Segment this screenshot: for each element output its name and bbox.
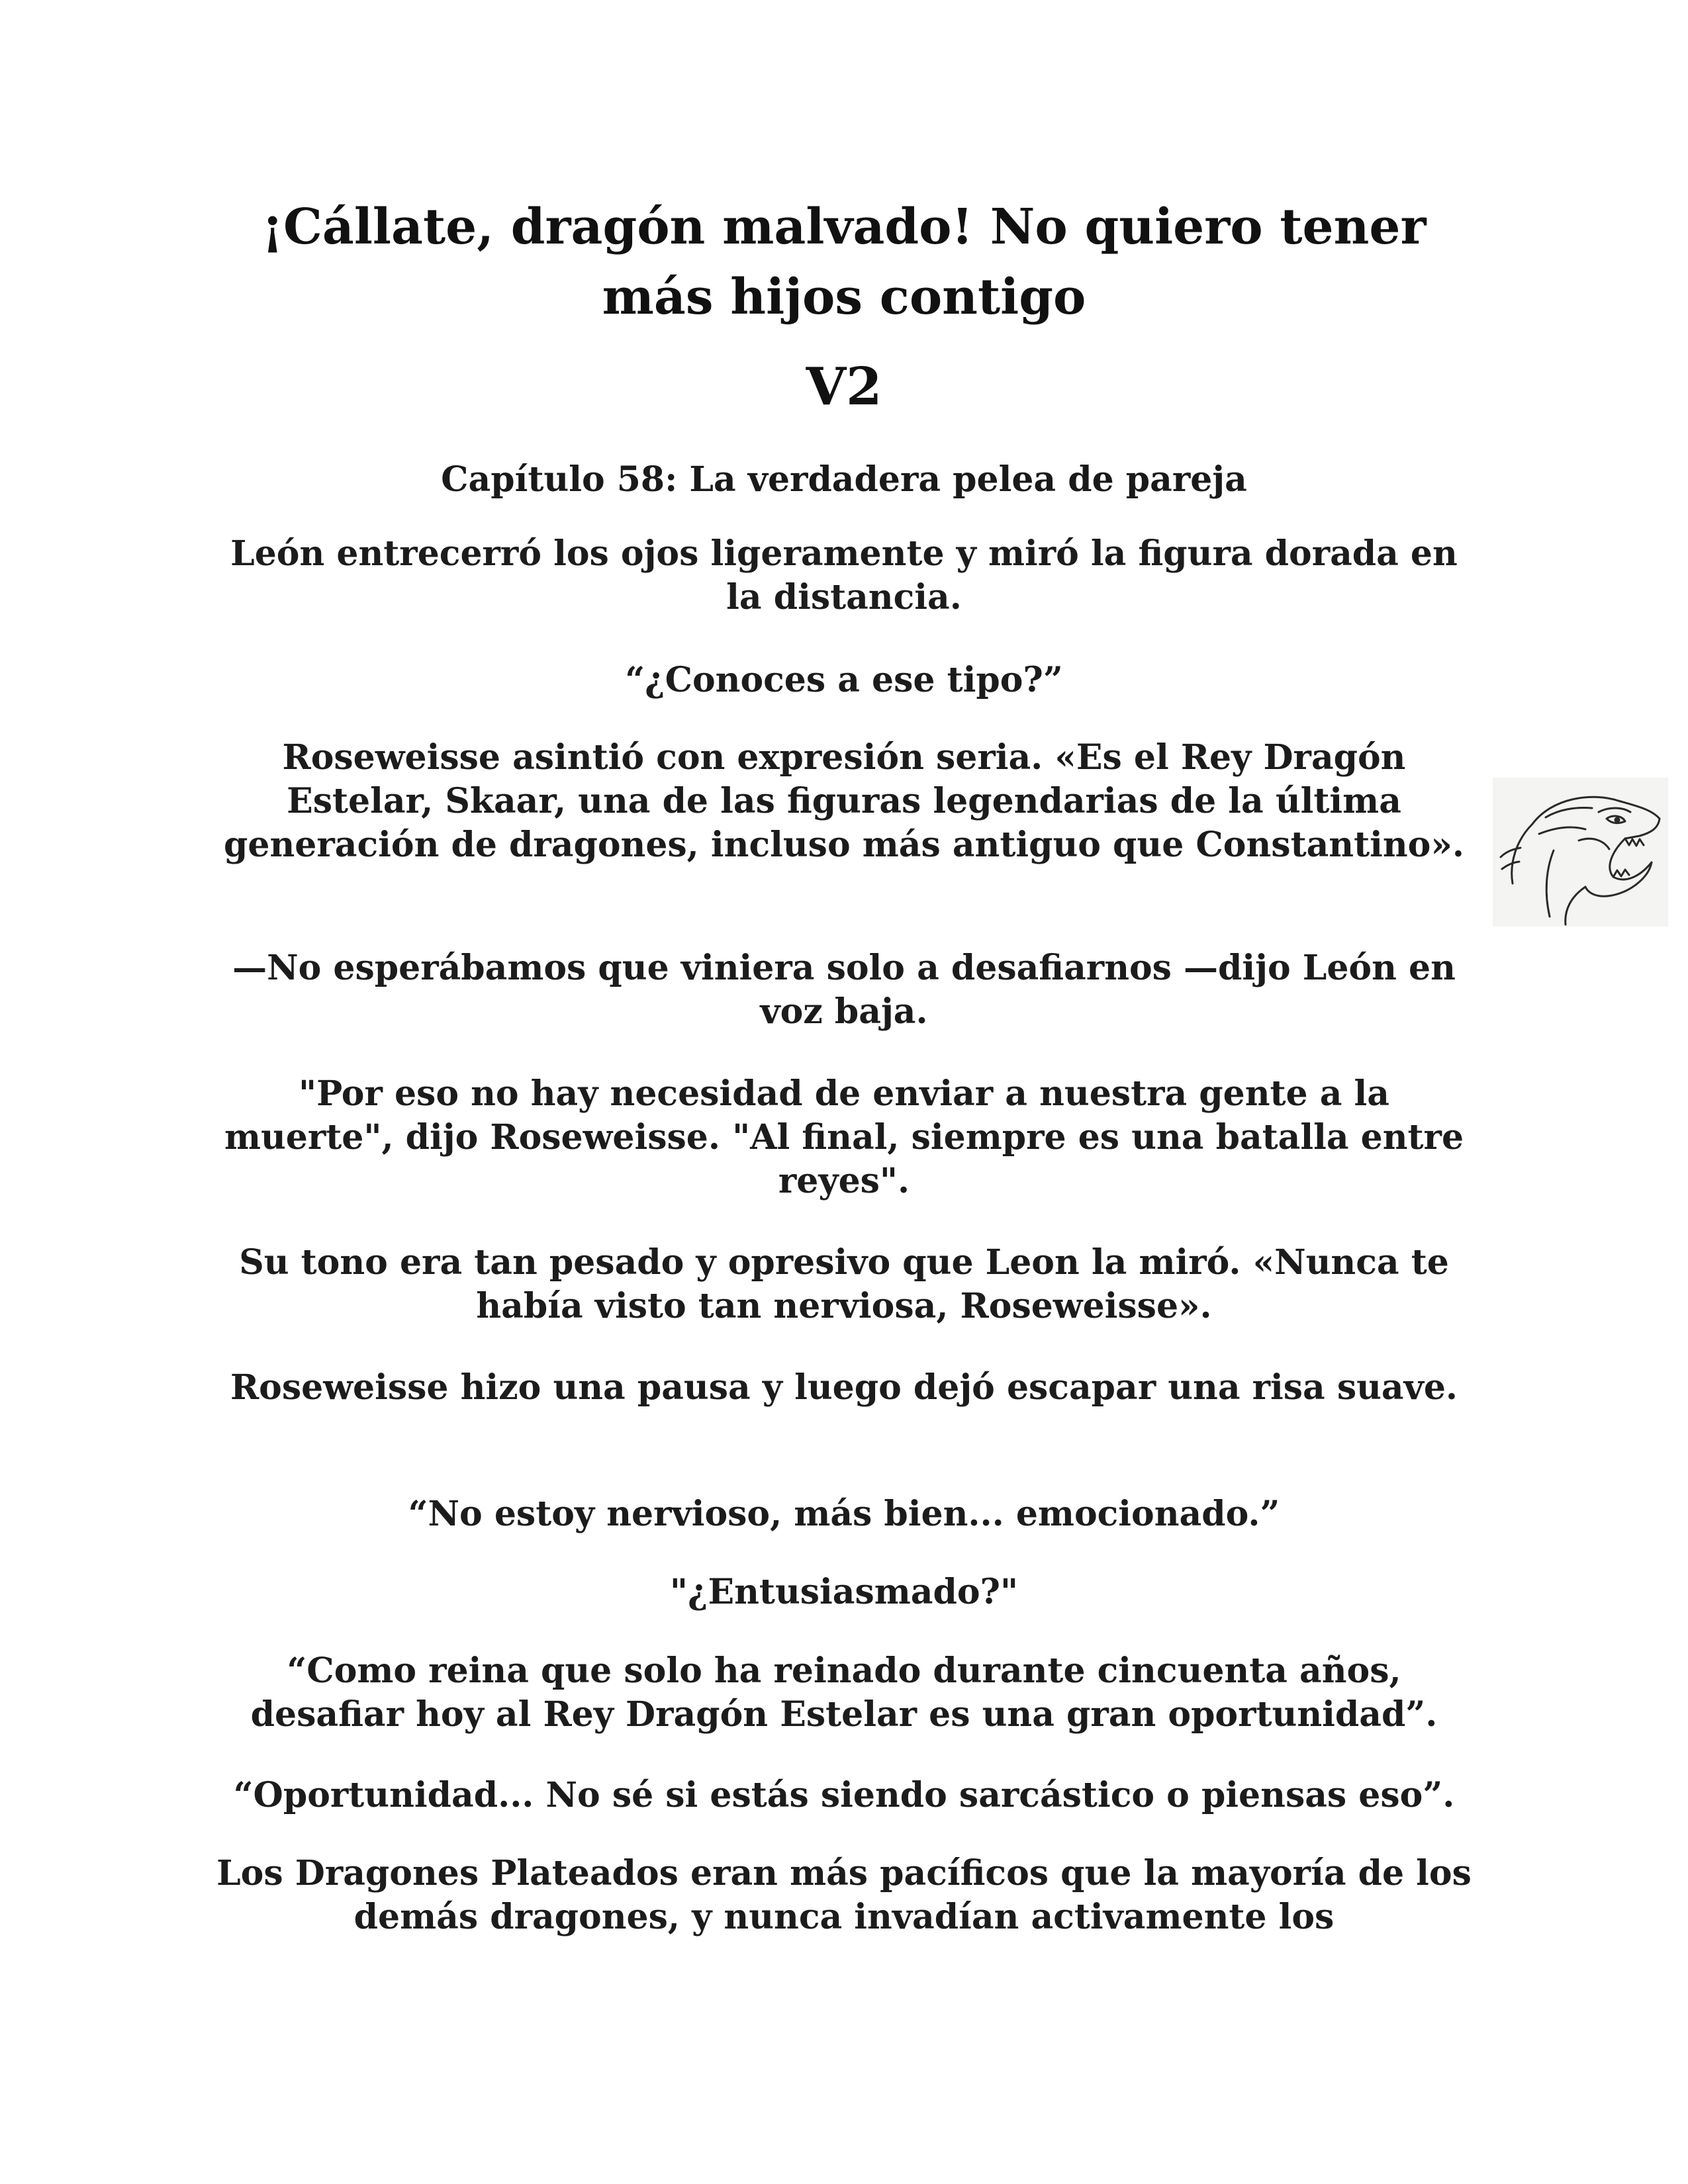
paragraph-2: “¿Conoces a ese tipo?”	[625, 660, 1063, 700]
paragraph-10: “Como reina que solo ha reinado durante cincuenta años, desafiar hoy al Rey Dragón Estelar es una gran oportunidad”.	[250, 1651, 1438, 1735]
paragraph-6: Su tono era tan pesado y opresivo que Leon la miró. «Nunca te había visto tan nerviosa, Roseweisse».	[239, 1242, 1449, 1326]
paragraph-7: Roseweisse hizo una pausa y luego dejó escapar una risa suave.	[230, 1367, 1458, 1408]
book-title: ¡Cállate, dragón malvado! No quiero tener más hijos contigo	[261, 199, 1427, 326]
paragraph-9: "¿Entusiasmado?"	[669, 1572, 1019, 1612]
paragraph-8: “No estoy nervioso, más bien... emocionado.”	[408, 1494, 1280, 1534]
paragraph-3: Roseweisse asintió con expresión seria. «Es el Rey Dragón Estelar, Skaar, una de las figuras legendarias de la última generación de dragones, incluso más antiguo que Constantino».	[224, 737, 1464, 865]
paragraph-5: "Por eso no hay necesidad de enviar a nuestra gente a la muerte", dijo Roseweisse. "Al final, siempre es una batalla entre reyes".	[224, 1073, 1464, 1201]
paragraph-4: —No esperábamos que viniera solo a desafiarnos —dijo León en voz baja.	[232, 948, 1456, 1032]
paragraph-11: “Oportunidad... No sé si estás siendo sarcástico o piensas eso”.	[233, 1775, 1455, 1815]
chapter-heading: Capítulo 58: La verdadera pelea de pareja	[441, 459, 1247, 500]
paragraph-1: León entrecerró los ojos ligeramente y miró la figura dorada en la distancia.	[230, 533, 1458, 617]
volume-label: V2	[806, 357, 882, 417]
paragraph-12: Los Dragones Plateados eran más pacíficos que la mayoría de los demás dragones, y nunca invadían activamente los	[216, 1853, 1472, 1937]
dragon-head-sketch-icon	[1493, 778, 1668, 927]
